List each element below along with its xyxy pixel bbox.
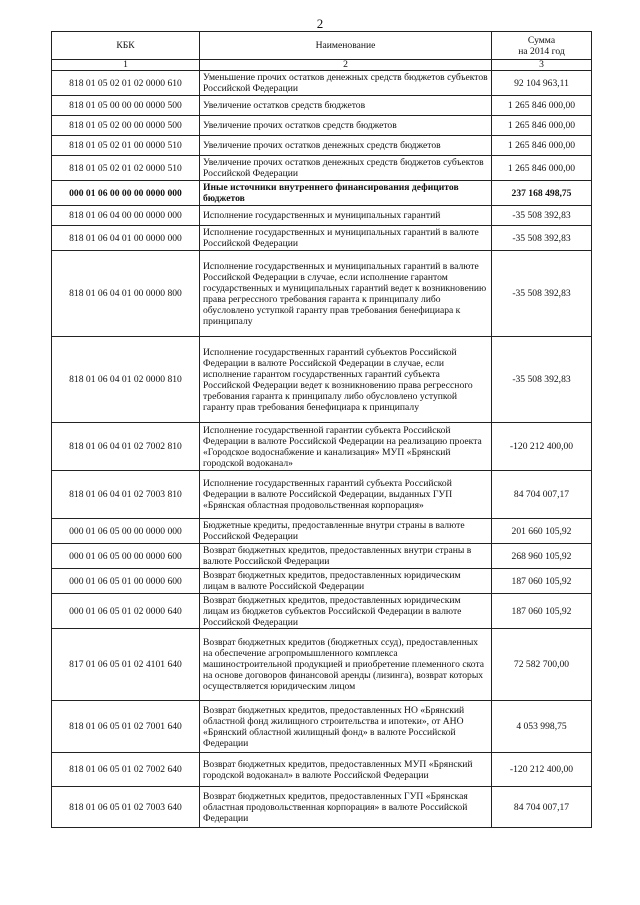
row-name: Бюджетные кредиты, предоставленные внутри страны в валюте Российской Федерации xyxy=(200,519,492,544)
row-kbk: 000 01 06 05 00 00 0000 600 xyxy=(52,544,200,569)
table-row xyxy=(52,787,592,828)
table-row xyxy=(52,96,592,116)
row-name: Исполнение государственных и муниципальных гарантий в валюте Российской Федерации xyxy=(200,226,492,251)
row-name: Исполнение государственных и муниципальных гарантий в валюте Российской Федерации в случае, если исполнение гарантом государственных и муниципальных гарантий ведет к возникновению права регрессного требования гаранта к принципалу либо обусловлено уступкой гаранту прав требования бенефициара к принципалу xyxy=(200,251,492,337)
table-header xyxy=(52,32,592,71)
table-row xyxy=(52,116,592,136)
row-sum: 268 960 105,92 xyxy=(492,544,592,569)
row-sum: -120 212 400,00 xyxy=(492,423,592,471)
row-kbk: 818 01 06 04 01 02 7003 810 xyxy=(52,471,200,519)
row-sum: 84 704 007,17 xyxy=(492,471,592,519)
row-kbk: 000 01 06 05 00 00 0000 000 xyxy=(52,519,200,544)
table-row xyxy=(52,181,592,206)
header-kbk: КБК xyxy=(52,32,200,60)
table-row xyxy=(52,423,592,471)
row-name: Увеличение остатков средств бюджетов xyxy=(200,96,492,116)
row-kbk: 818 01 05 02 01 02 0000 510 xyxy=(52,156,200,181)
table-row xyxy=(52,206,592,226)
row-sum: 187 060 105,92 xyxy=(492,569,592,594)
table-row xyxy=(52,701,592,753)
row-name: Возврат бюджетных кредитов, предоставленных НО «Брянский областной фонд жилищного строительства и ипотеки», от АНО «Брянский областной жилищный фонд» в валюте Российской Федерации xyxy=(200,701,492,753)
row-kbk: 000 01 06 05 01 02 0000 640 xyxy=(52,594,200,629)
row-name: Увеличение прочих остатков денежных средств бюджетов xyxy=(200,136,492,156)
row-sum: -120 212 400,00 xyxy=(492,753,592,787)
row-kbk: 818 01 06 04 00 00 0000 000 xyxy=(52,206,200,226)
table-row xyxy=(52,519,592,544)
row-name: Возврат бюджетных кредитов, предоставленных юридическим лицам в валюте Российской Федерации xyxy=(200,569,492,594)
row-kbk: 818 01 06 05 01 02 7001 640 xyxy=(52,701,200,753)
row-sum: 201 660 105,92 xyxy=(492,519,592,544)
row-kbk: 818 01 05 02 00 00 0000 500 xyxy=(52,116,200,136)
row-sum: 187 060 105,92 xyxy=(492,594,592,629)
table-body xyxy=(52,71,592,828)
budget-table xyxy=(51,31,592,828)
row-kbk: 818 01 06 05 01 02 7002 640 xyxy=(52,753,200,787)
row-sum: 1 265 846 000,00 xyxy=(492,116,592,136)
header-sum xyxy=(492,32,592,60)
row-sum: -35 508 392,83 xyxy=(492,206,592,226)
table-row xyxy=(52,544,592,569)
row-sum: 72 582 700,00 xyxy=(492,629,592,701)
row-kbk: 818 01 05 00 00 00 0000 500 xyxy=(52,96,200,116)
table-row xyxy=(52,136,592,156)
row-name: Уменьшение прочих остатков денежных средств бюджетов субъектов Российской Федерации xyxy=(200,71,492,96)
row-name: Иные источники внутреннего финансирования дефицитов бюджетов xyxy=(200,181,492,206)
row-name: Возврат бюджетных кредитов, предоставленных внутри страны в валюте Российской Федерации xyxy=(200,544,492,569)
row-sum: -35 508 392,83 xyxy=(492,226,592,251)
row-name: Возврат бюджетных кредитов, предоставленных МУП «Брянский городской водоканал» в валюте Российской Федерации xyxy=(200,753,492,787)
table-row xyxy=(52,569,592,594)
row-sum: -35 508 392,83 xyxy=(492,337,592,423)
row-kbk: 000 01 06 00 00 00 0000 000 xyxy=(52,181,200,206)
row-name: Исполнение государственной гарантии субъекта Российской Федерации в валюте Российской Федерации на реализацию проекта «Городское водоснабжение и канализация» МУП «Брянский городской водоканал» xyxy=(200,423,492,471)
row-sum: 1 265 846 000,00 xyxy=(492,96,592,116)
table-row xyxy=(52,471,592,519)
table-row xyxy=(52,71,592,96)
row-kbk: 818 01 06 05 01 02 7003 640 xyxy=(52,787,200,828)
column-number-2: 2 xyxy=(200,60,492,71)
page-number: 2 xyxy=(316,16,324,31)
row-kbk: 818 01 06 04 01 00 0000 000 xyxy=(52,226,200,251)
table-row xyxy=(52,251,592,337)
row-kbk: 000 01 06 05 01 00 0000 600 xyxy=(52,569,200,594)
row-name: Возврат бюджетных кредитов, предоставленных ГУП «Брянская областная продовольственная корпорация» в валюте Российской Федерации xyxy=(200,787,492,828)
table-row xyxy=(52,226,592,251)
row-sum: 1 265 846 000,00 xyxy=(492,136,592,156)
row-sum: 84 704 007,17 xyxy=(492,787,592,828)
row-name: Исполнение государственных гарантий субъекта Российской Федерации в валюте Российской Федерации, выданных ГУП «Брянская областная продовольственная корпорация» xyxy=(200,471,492,519)
row-sum: 1 265 846 000,00 xyxy=(492,156,592,181)
row-kbk: 818 01 06 04 01 00 0000 800 xyxy=(52,251,200,337)
row-kbk: 818 01 05 02 01 00 0000 510 xyxy=(52,136,200,156)
header-sum-line1: Сумма xyxy=(527,34,556,46)
row-sum: -35 508 392,83 xyxy=(492,251,592,337)
column-number-3: 3 xyxy=(492,60,592,71)
row-kbk: 818 01 06 04 01 02 0000 810 xyxy=(52,337,200,423)
table-row xyxy=(52,156,592,181)
table-row xyxy=(52,337,592,423)
row-name: Возврат бюджетных кредитов (бюджетных ссуд), предоставленных на обеспечение агропромышленного комплекса машиностроительной продукцией и приобретение племенного скота на основе договоров финансовой аренды (лизинга), возврат которых осуществляется юридическим лицом xyxy=(200,629,492,701)
row-name: Увеличение прочих остатков денежных средств бюджетов субъектов Российской Федерации xyxy=(200,156,492,181)
row-kbk: 817 01 06 05 01 02 4101 640 xyxy=(52,629,200,701)
row-kbk: 818 01 05 02 01 02 0000 610 xyxy=(52,71,200,96)
row-kbk: 818 01 06 04 01 02 7002 810 xyxy=(52,423,200,471)
row-sum: 4 053 998,75 xyxy=(492,701,592,753)
header-sum-line2: на 2014 год xyxy=(518,45,565,57)
header-name: Наименование xyxy=(200,32,492,60)
row-sum: 237 168 498,75 xyxy=(492,181,592,206)
row-name: Возврат бюджетных кредитов, предоставленных юридическим лицам из бюджетов субъектов Российской Федерации в валюте Российской Федерации xyxy=(200,594,492,629)
row-sum: 92 104 963,11 xyxy=(492,71,592,96)
row-name: Исполнение государственных гарантий субъектов Российской Федерации в валюте Российской Федерации в случае, если исполнение гарантом государственных гарантий субъекта Российской Федерации ведет к возникновению права регрессного требования гаранта к принципалу либо обусловлено уступкой гаранту прав требования бенефициара к принципалу xyxy=(200,337,492,423)
row-name: Исполнение государственных и муниципальных гарантий xyxy=(200,206,492,226)
table-row xyxy=(52,629,592,701)
table-row xyxy=(52,594,592,629)
column-number-1: 1 xyxy=(52,60,200,71)
table-row xyxy=(52,753,592,787)
row-name: Увеличение прочих остатков средств бюджетов xyxy=(200,116,492,136)
